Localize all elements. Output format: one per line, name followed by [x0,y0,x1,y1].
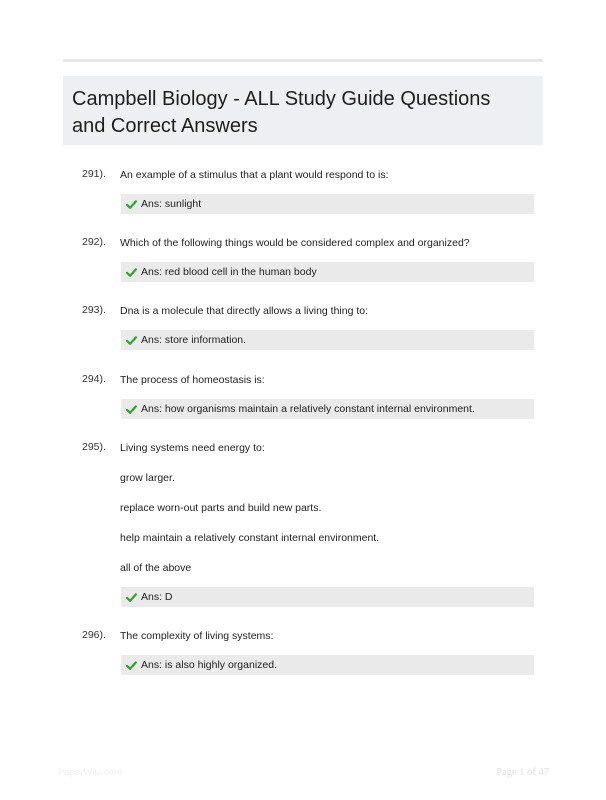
check-icon [126,660,137,671]
title-line-1: Campbell Biology - ALL Study Guide Questions [72,88,491,110]
footer-watermark: PaperWiki.com [58,767,122,778]
check-icon [126,199,137,210]
option-d: all of the above [120,562,192,574]
title-banner [63,76,543,145]
top-divider [63,59,543,62]
answer-text: Ans: sunlight [141,198,202,210]
answer-text: Ans: red blood cell in the human body [141,266,317,278]
check-icon [126,335,137,346]
check-icon [126,592,137,603]
question-text: The complexity of living systems: [120,630,274,642]
answer-box [121,330,534,350]
question-number: 295). [82,441,106,453]
check-icon [126,404,137,415]
answer-box [121,655,534,675]
page-indicator: Page 1 of 47 [496,767,549,778]
question-number: 291). [82,168,106,180]
answer-box [121,587,534,607]
question-text: Living systems need energy to: [120,442,265,454]
answer-box [121,262,534,282]
answer-box [121,194,534,214]
question-number: 293). [82,304,106,316]
question-text: An example of a stimulus that a plant would respond to is: [120,169,389,181]
answer-text: Ans: how organisms maintain a relatively constant internal environment. [141,403,475,415]
title-line-2: and Correct Answers [72,115,258,137]
question-number: 294). [82,373,106,385]
check-icon [126,267,137,278]
answer-text: Ans: store information. [141,334,247,346]
question-text: Dna is a molecule that directly allows a living thing to: [120,305,369,317]
answer-box [121,399,534,419]
page-title [72,86,533,140]
question-number: 296). [82,629,106,641]
question-text: The process of homeostasis is: [120,374,265,386]
option-a: grow larger. [120,472,175,484]
option-c: help maintain a relatively constant internal environment. [120,532,380,544]
answer-text: Ans: D [141,591,173,603]
question-text: Which of the following things would be considered complex and organized? [120,237,470,249]
question-number: 292). [82,236,106,248]
answer-text: Ans: is also highly organized. [141,659,277,671]
option-b: replace worn-out parts and build new parts. [120,502,322,514]
